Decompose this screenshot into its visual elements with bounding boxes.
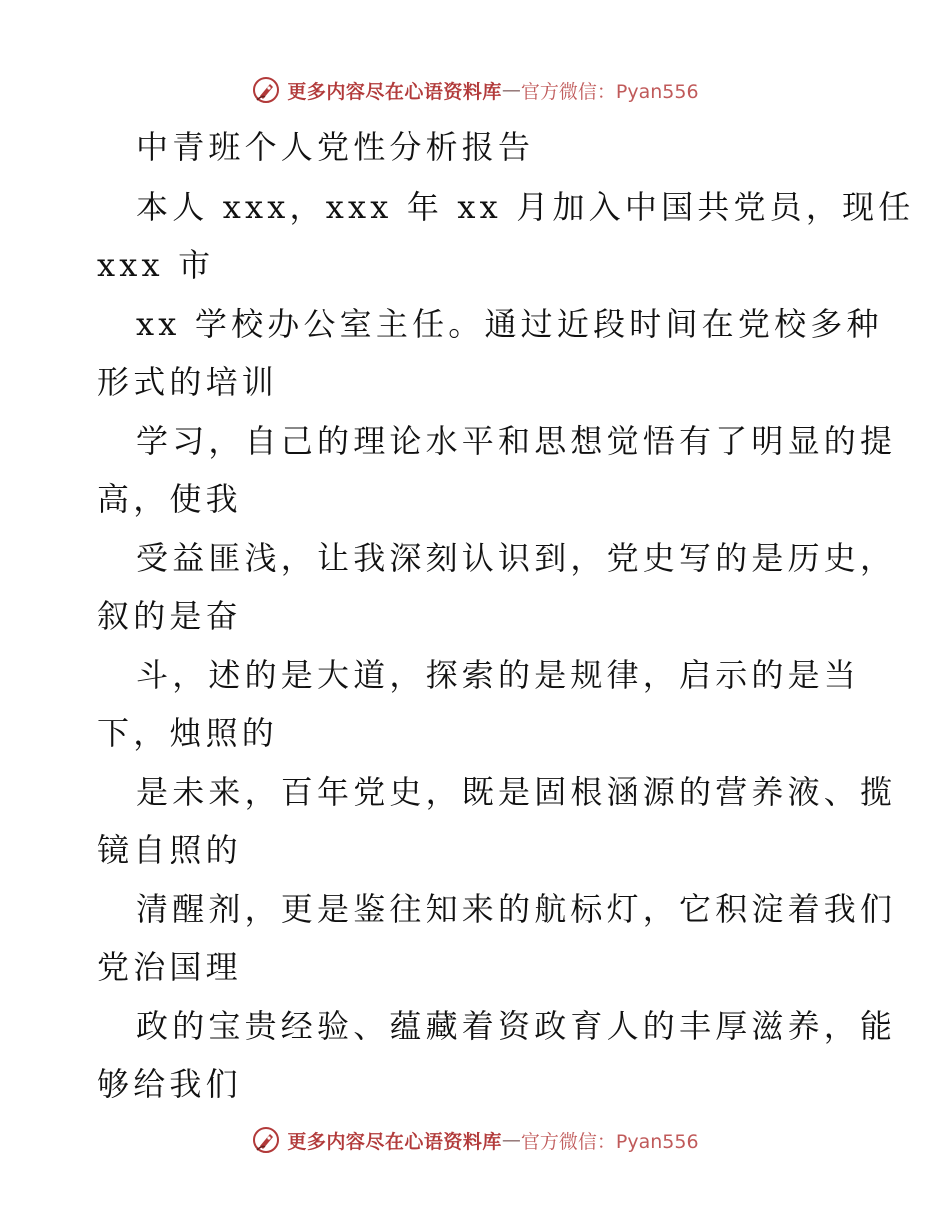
banner-title: 更多内容尽在心语资料库 [287, 1130, 502, 1153]
document-line: 是未来，百年党史，既是固根涵源的营养液、揽 [136, 773, 897, 811]
banner-separator: — [501, 1129, 521, 1151]
banner-title: 更多内容尽在心语资料库 [287, 80, 502, 103]
document-line: 本人 xxx，xxx 年 xx 月加入中国共党员，现任 [136, 188, 915, 226]
document-line: 下，烛照的 [97, 714, 279, 752]
footer-watermark-banner [0, 1120, 950, 1160]
document-line: 党治国理 [97, 948, 242, 986]
pen-nib-logo-icon [251, 75, 281, 105]
banner-separator: — [501, 79, 521, 101]
banner-contact: 官方微信：Pyan556 [520, 80, 699, 103]
header-watermark-banner [0, 70, 950, 110]
document-line: 清醒剂，更是鉴往知来的航标灯，它积淀着我们 [136, 890, 897, 928]
document-line: 镜自照的 [97, 831, 242, 869]
document-title: 中青班个人党性分析报告 [136, 128, 535, 166]
document-line: 够给我们 [97, 1065, 242, 1103]
document-line: 斗，述的是大道，探索的是规律，启示的是当 [136, 656, 861, 694]
document-line: 形式的培训 [97, 363, 279, 401]
document-line: 受益匪浅，让我深刻认识到，党史写的是历史， [136, 539, 897, 577]
document-line: xx 学校办公室主任。通过近段时间在党校多种 [136, 305, 883, 343]
document-line: 叙的是奋 [97, 597, 242, 635]
pen-nib-logo-icon [251, 1125, 281, 1155]
document-line: xxx 市 [97, 246, 215, 284]
banner-contact: 官方微信：Pyan556 [520, 1130, 699, 1153]
document-line: 学习，自己的理论水平和思想觉悟有了明显的提 [136, 422, 897, 460]
document-line: 高，使我 [97, 480, 242, 518]
document-line: 政的宝贵经验、蕴藏着资政育人的丰厚滋养，能 [136, 1007, 897, 1045]
